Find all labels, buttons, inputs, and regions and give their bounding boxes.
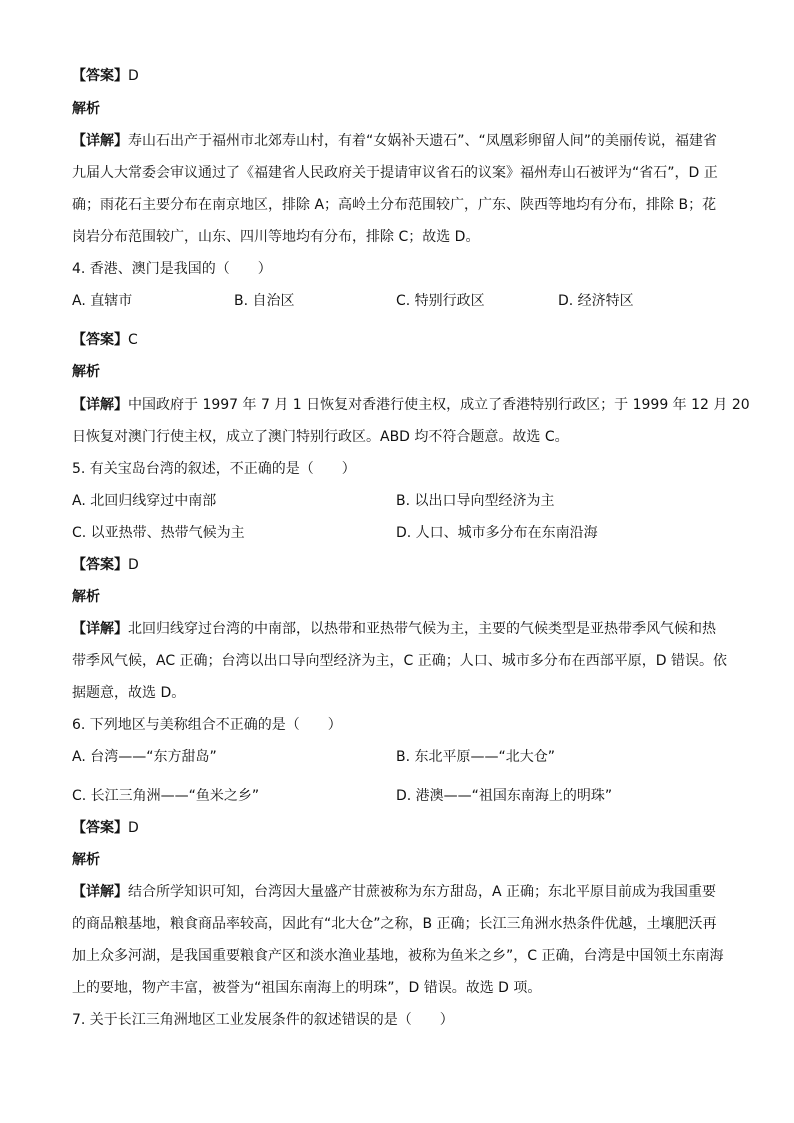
question-stem: 4. 香港、澳门是我国的（ ） — [72, 261, 272, 277]
detail-line: 岗岩分布范围较广，山东、四川等地均有分布，排除 C；故选 D。 — [72, 229, 480, 245]
question-stem: 6. 下列地区与美称组合不正确的是（ ） — [72, 717, 342, 733]
detail-line: 的商品粮基地，粮食商品率较高，因此有“北大仓”之称，B 正确；长江三角洲水热条件优越，土壤肥沃再 — [72, 916, 717, 932]
detail-line: 确；雨花石主要分布在南京地区，排除 A；高岭土分布范围较广，广东、陕西等地均有分布，排除 B；花 — [72, 197, 717, 213]
option-d: D. 经济特区 — [558, 293, 634, 309]
answer-line: 【答案】D — [72, 820, 139, 836]
option-c: C. 特别行政区 — [396, 293, 485, 309]
option-a: A. 直辖市 — [72, 293, 133, 309]
question-stem: 5. 有关宝岛台湾的叙述，不正确的是（ ） — [72, 461, 356, 477]
answer-value: D — [128, 68, 139, 84]
question-stem: 7. 关于长江三角洲地区工业发展条件的叙述错误的是（ ） — [72, 1012, 454, 1028]
answer-line: 【答案】C — [72, 332, 138, 348]
detail-line: 九届人大常委会审议通过了《福建省人民政府关于提请审议省石的议案》福州寿山石被评为“省石”，D 正 — [72, 165, 718, 181]
detail-line: 【详解】北回归线穿过台湾的中南部，以热带和亚热带气候为主，主要的气候类型是亚热带季风气候和热 — [72, 621, 716, 637]
option-a: A. 北回归线穿过中南部 — [72, 493, 217, 509]
option-b: B. 以出口导向型经济为主 — [396, 493, 555, 509]
option-c: C. 长江三角洲——“鱼米之乡” — [72, 788, 260, 804]
detail-line: 据题意，故选 D。 — [72, 685, 186, 701]
option-b: B. 东北平原——“北大仓” — [396, 749, 556, 765]
option-d: D. 人口、城市多分布在东南沿海 — [396, 525, 598, 541]
analysis-heading: 解析 — [72, 589, 100, 605]
option-a: A. 台湾——“东方甜岛” — [72, 749, 217, 765]
option-c: C. 以亚热带、热带气候为主 — [72, 525, 245, 541]
analysis-heading: 解析 — [72, 852, 100, 868]
detail-tag: 【详解】 — [72, 133, 128, 149]
answer-tag: 【答案】 — [72, 68, 128, 84]
answer-line: 【答案】D — [72, 557, 139, 573]
option-b: B. 自治区 — [234, 293, 295, 309]
detail-line: 加上众多河湖，是我国重要粮食产区和淡水渔业基地，被称为鱼米之乡”，C 正确，台湾是中国领土东南海 — [72, 948, 724, 964]
detail-line: 【详解】结合所学知识可知，台湾因大量盛产甘蔗被称为东方甜岛，A 正确；东北平原目前成为我国重要 — [72, 884, 717, 900]
answer-line — [72, 66, 139, 86]
detail-line: 【详解】寿山石出产于福州市北郊寿山村，有着“女娲补天遗石”、“凤凰彩卵留人间”的美丽传说，福建省 — [72, 133, 718, 149]
detail-line: 上的要地，物产丰富，被誉为“祖国东南海上的明珠”，D 错误。故选 D 项。 — [72, 980, 542, 996]
detail-line: 带季风气候，AC 正确；台湾以出口导向型经济为主，C 正确；人口、城市多分布在西部平原，D 错误。依 — [72, 653, 728, 669]
analysis-heading: 解析 — [72, 364, 100, 380]
detail-line: 日恢复对澳门行使主权，成立了澳门特别行政区。ABD 均不符合题意。故选 C。 — [72, 429, 569, 445]
analysis-heading: 解析 — [72, 101, 100, 117]
option-d: D. 港澳——“祖国东南海上的明珠” — [396, 788, 613, 804]
detail-line: 【详解】中国政府于 1997 年 7 月 1 日恢复对香港行使主权，成立了香港特别行政区；于 1999 年 12 月 20 — [72, 397, 750, 413]
